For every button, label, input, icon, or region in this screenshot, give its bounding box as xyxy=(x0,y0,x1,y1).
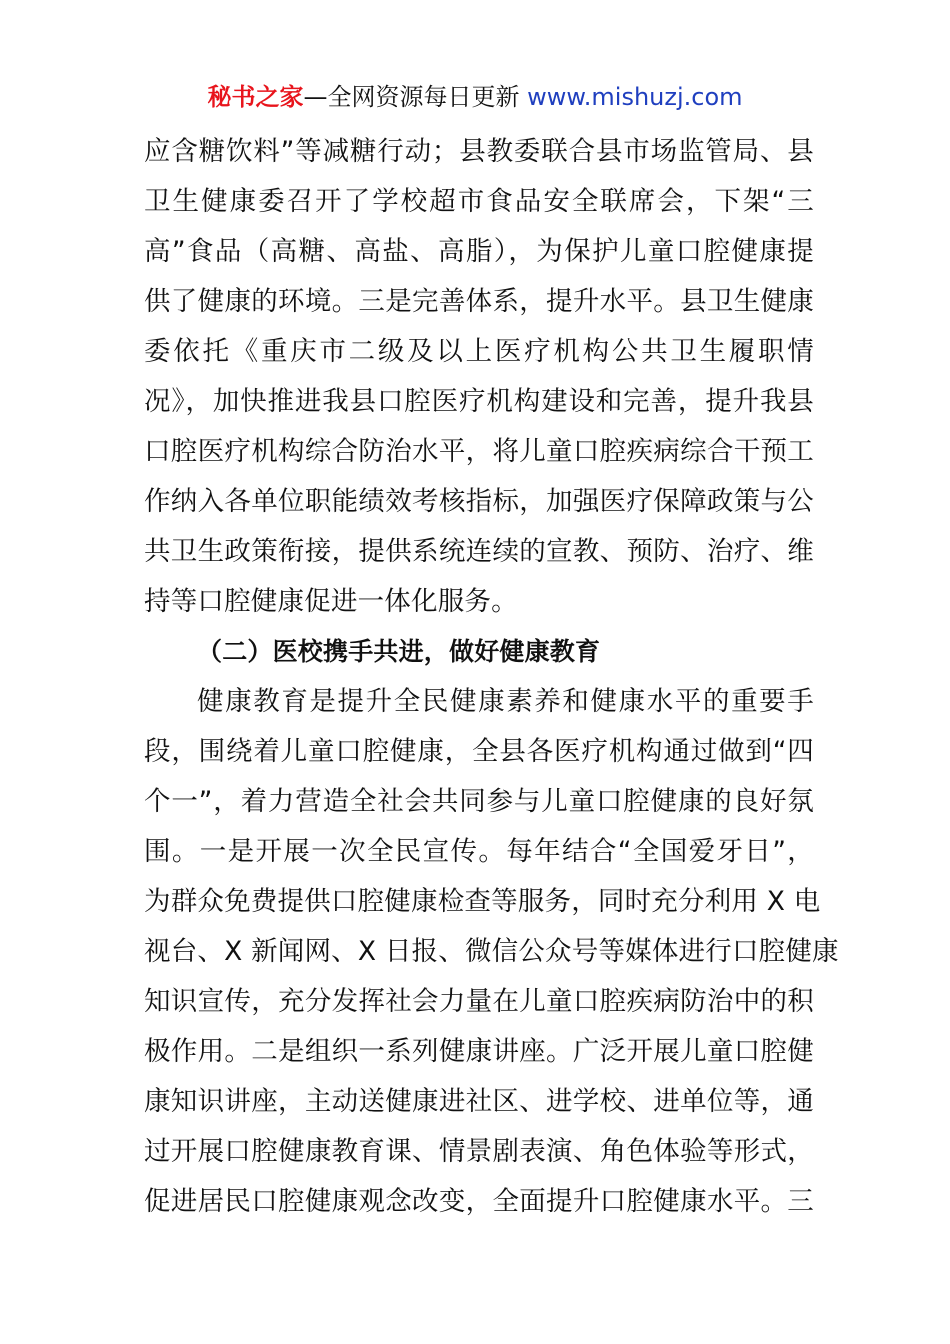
paragraph-line: 口腔医疗机构综合防治水平，将儿童口腔疾病综合干预工 xyxy=(144,436,814,467)
paragraph-line: 共卫生政策衔接，提供系统连续的宣教、预防、治疗、维 xyxy=(144,536,814,567)
paragraph-line: 段，围绕着儿童口腔健康，全县各医疗机构通过做到“四 xyxy=(144,736,814,767)
paragraph-line: 持等口腔健康促进一体化服务。 xyxy=(144,586,518,617)
paragraph-line: 围。一是开展一次全民宣传。每年结合“全国爱牙日”， xyxy=(144,836,814,867)
paragraph-line: 视台、X 新闻网、X 日报、微信公众号等媒体进行口腔健康 xyxy=(144,936,839,967)
paragraph-line: 供了健康的环境。三是完善体系，提升水平。县卫生健康 xyxy=(144,286,814,317)
paragraph-line: 况》，加快推进我县口腔医疗机构建设和完善，提升我县 xyxy=(144,386,814,417)
paragraph-line: 作纳入各单位职能绩效考核指标，加强医疗保障政策与公 xyxy=(144,486,814,517)
header-brand: 秘书之家 xyxy=(207,83,304,111)
paragraph-line: 卫生健康委召开了学校超市食品安全联席会，下架“三 xyxy=(144,186,814,217)
paragraph-line: 知识宣传，充分发挥社会力量在儿童口腔疾病防治中的积 xyxy=(144,986,814,1017)
document-body xyxy=(144,127,839,1227)
paragraph-line: 应含糖饮料”等减糖行动；县教委联合县市场监管局、县 xyxy=(144,136,814,167)
paragraph-line: 健康教育是提升全民健康素养和健康水平的重要手 xyxy=(197,686,814,717)
paragraph-line: 过开展口腔健康教育课、情景剧表演、角色体验等形式， xyxy=(144,1136,814,1167)
page-header xyxy=(0,80,950,114)
paragraph-line: 促进居民口腔健康观念改变，全面提升口腔健康水平。三 xyxy=(144,1186,814,1217)
paragraph-line: 为群众免费提供口腔健康检查等服务，同时充分利用 X 电 xyxy=(144,886,821,917)
header-tagline: —全网资源每日更新 xyxy=(303,83,520,111)
paragraph-line: 极作用。二是组织一系列健康讲座。广泛开展儿童口腔健 xyxy=(144,1036,814,1067)
paragraph-line: 高”食品（高糖、高盐、高脂），为保护儿童口腔健康提 xyxy=(144,236,814,267)
section-heading: （二）医校携手共进，做好健康教育 xyxy=(197,637,601,666)
paragraph-line: 委依托《重庆市二级及以上医疗机构公共卫生履职情 xyxy=(144,336,814,367)
paragraph-line: 康知识讲座，主动送健康进社区、进学校、进单位等，通 xyxy=(144,1086,814,1117)
header-url-link[interactable]: www.mishuzj.com xyxy=(527,83,743,111)
paragraph-line: 个一”，着力营造全社会共同参与儿童口腔健康的良好氛 xyxy=(144,786,814,817)
